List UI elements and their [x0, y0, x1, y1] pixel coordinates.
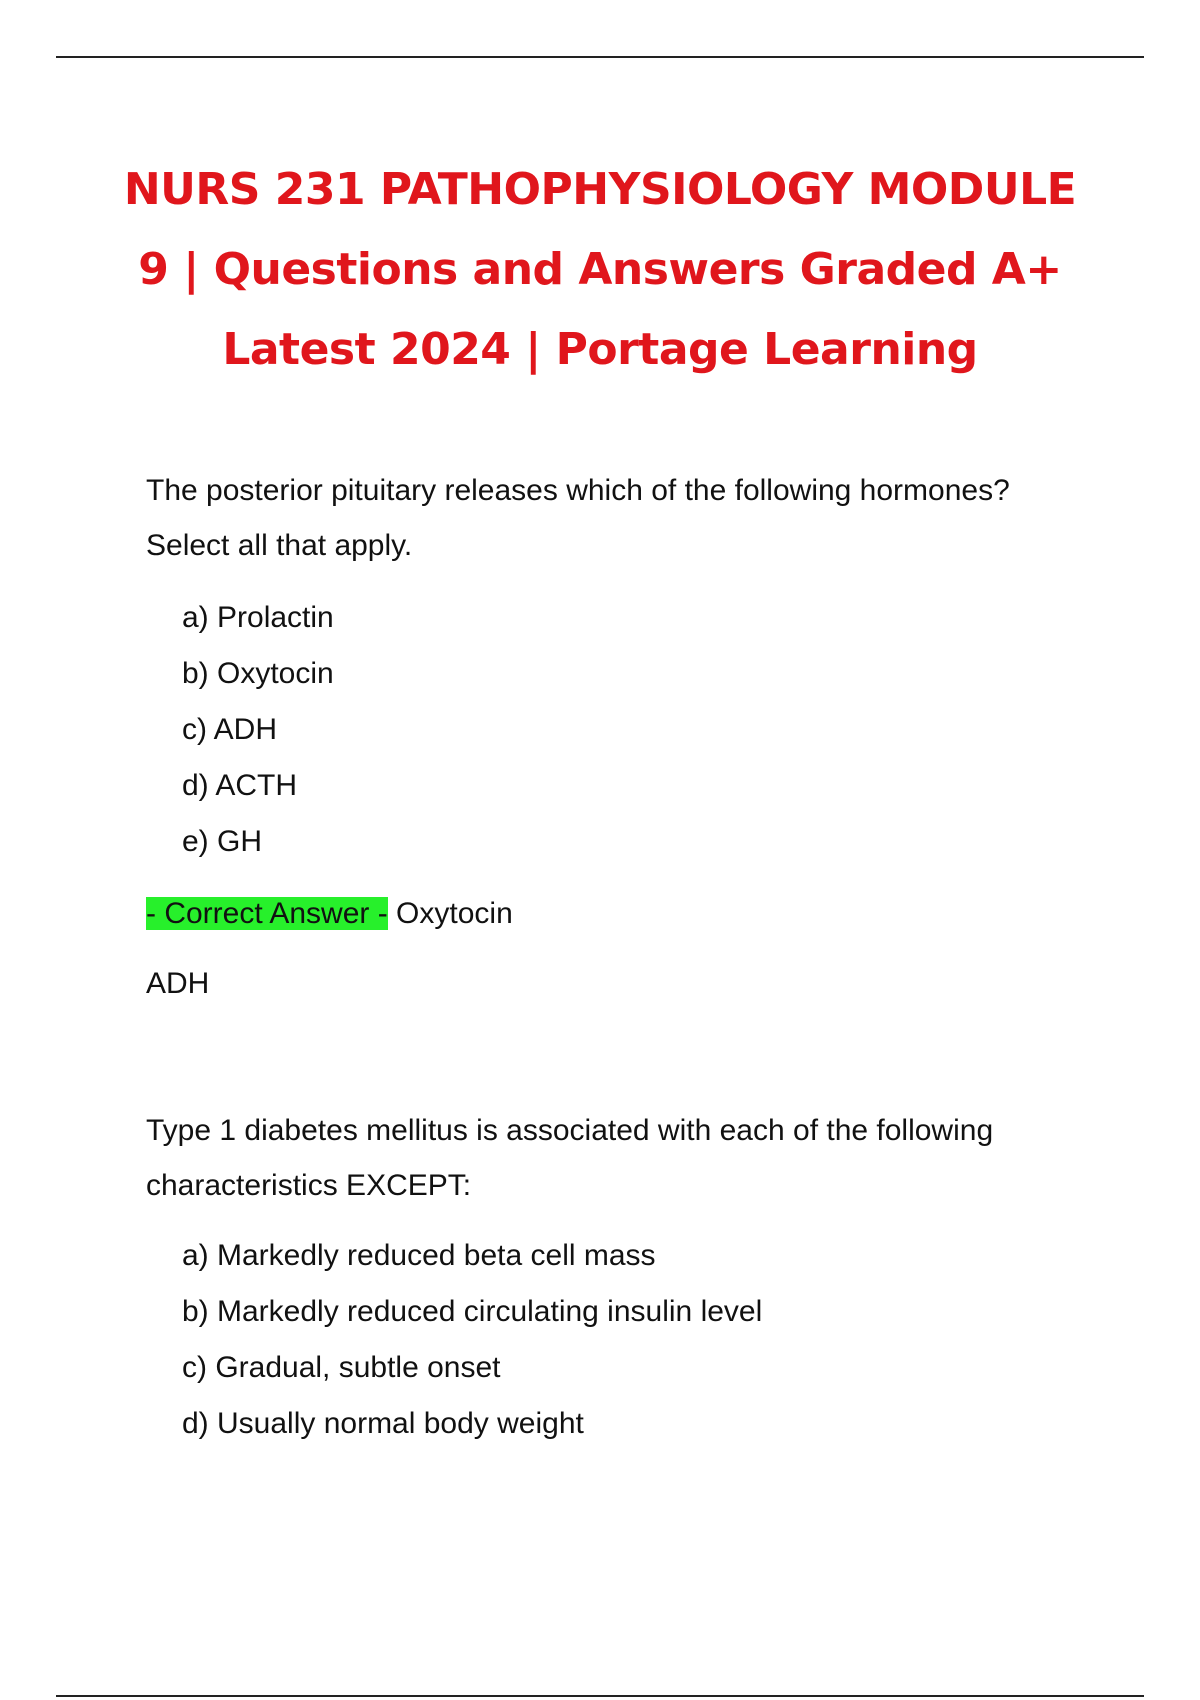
answer-option: c) Gradual, subtle onset — [182, 1351, 501, 1384]
correct-answer-value: Oxytocin — [387, 897, 513, 930]
question-2-stem — [146, 1103, 1106, 1213]
title-line: 9 | Questions and Answers Graded A+ — [138, 244, 1062, 295]
answer-option: e) GH — [182, 825, 263, 858]
answer-option: b) Oxytocin — [182, 657, 334, 690]
question-stem-line: Type 1 diabetes mellitus is associated with each of the following — [146, 1114, 994, 1147]
answer-option: a) Markedly reduced beta cell mass — [182, 1239, 656, 1272]
correct-answer-label: - Correct Answer - — [146, 897, 388, 930]
question-stem-line: characteristics EXCEPT: — [146, 1169, 472, 1202]
question-stem-line: Select all that apply. — [146, 529, 413, 562]
answer-option: d) ACTH — [182, 769, 298, 802]
answer-option: d) Usually normal body weight — [182, 1407, 584, 1440]
answer-option: c) ADH — [182, 713, 278, 746]
answer-option: b) Markedly reduced circulating insulin level — [182, 1295, 763, 1328]
correct-answer-line — [146, 890, 513, 938]
answer-option: a) Prolactin — [182, 601, 334, 634]
header-rule — [56, 56, 1144, 58]
question-2-options — [182, 1228, 762, 1452]
document-title — [100, 150, 1100, 390]
question-1-stem — [146, 463, 1106, 573]
footer-rule — [56, 1695, 1144, 1697]
question-stem-line: The posterior pituitary releases which of the following hormones? — [146, 474, 1010, 507]
title-line: Latest 2024 | Portage Learning — [222, 324, 978, 375]
correct-answer-value-extra: ADH — [146, 967, 210, 1000]
title-line: NURS 231 PATHOPHYSIOLOGY MODULE — [123, 164, 1077, 215]
question-1-options — [182, 590, 334, 870]
